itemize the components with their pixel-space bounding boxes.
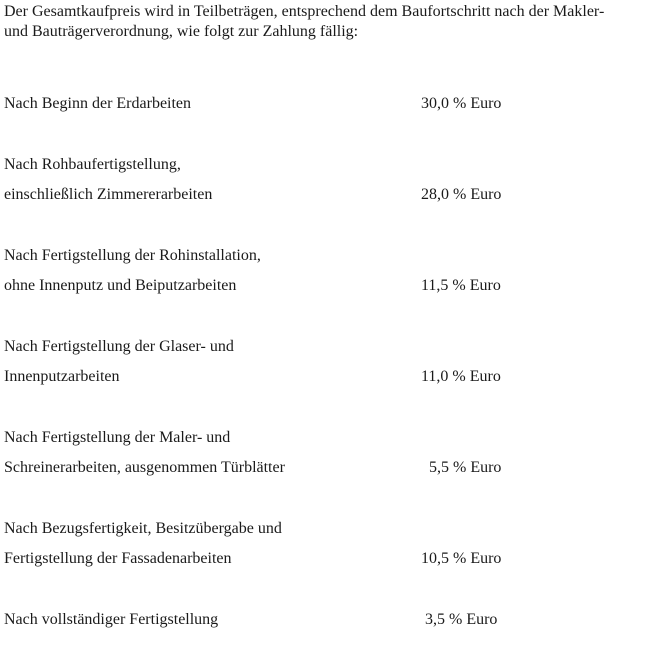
payment-item-label: Nach vollständiger Fertigstellung <box>4 611 219 628</box>
payment-item-1 <box>0 93 667 117</box>
payment-item-4-line-1 <box>0 336 667 360</box>
payment-item-label: Nach Fertigstellung der Glaser- und <box>4 338 234 355</box>
payment-item-label: Schreinerarbeiten, ausgenommen Türblätter <box>4 459 285 476</box>
payment-item-7 <box>0 609 667 633</box>
payment-item-label: Nach Rohbaufertigstellung, <box>4 156 181 173</box>
payment-item-6-line-2 <box>0 548 667 572</box>
payment-item-amount: 30,0 % Euro <box>421 95 502 112</box>
payment-item-amount: 11,0 % Euro <box>421 368 501 385</box>
payment-item-label: Nach Beginn der Erdarbeiten <box>4 95 192 112</box>
payment-item-2-line-2 <box>0 184 667 208</box>
payment-item-5-line-1 <box>0 427 667 451</box>
payment-item-2-line-1 <box>0 154 667 178</box>
payment-item-label: Nach Fertigstellung der Maler- und <box>4 429 231 446</box>
payment-item-label: Nach Bezugsfertigkeit, Besitzübergabe und <box>4 520 282 537</box>
payment-item-3-line-1 <box>0 245 667 269</box>
intro-line-1: Der Gesamtkaufpreis wird in Teilbeträgen, entsprechend dem Baufortschritt nach der Makler- <box>4 3 605 20</box>
payment-item-label: Nach Fertigstellung der Rohinstallation, <box>4 247 261 264</box>
payment-item-label: Innenputzarbeiten <box>4 368 120 385</box>
payment-item-label: Fertigstellung der Fassadenarbeiten <box>4 550 232 567</box>
payment-item-amount: 11,5 % Euro <box>421 277 501 294</box>
payment-item-label: ohne Innenputz und Beiputzarbeiten <box>4 277 237 294</box>
payment-item-amount: 3,5 % Euro <box>425 611 498 628</box>
intro-line-2: und Bauträgerverordnung, wie folgt zur Zahlung fällig: <box>4 23 359 40</box>
payment-item-6-line-1 <box>0 518 667 542</box>
payment-item-5-line-2 <box>0 457 667 481</box>
payment-item-3-line-2 <box>0 275 667 299</box>
payment-item-amount: 28,0 % Euro <box>421 186 502 203</box>
payment-item-4-line-2 <box>0 366 667 390</box>
payment-item-label: einschließlich Zimmererarbeiten <box>4 186 213 203</box>
payment-item-amount: 5,5 % Euro <box>429 459 502 476</box>
payment-item-amount: 10,5 % Euro <box>421 550 502 567</box>
intro-paragraph <box>4 2 664 42</box>
